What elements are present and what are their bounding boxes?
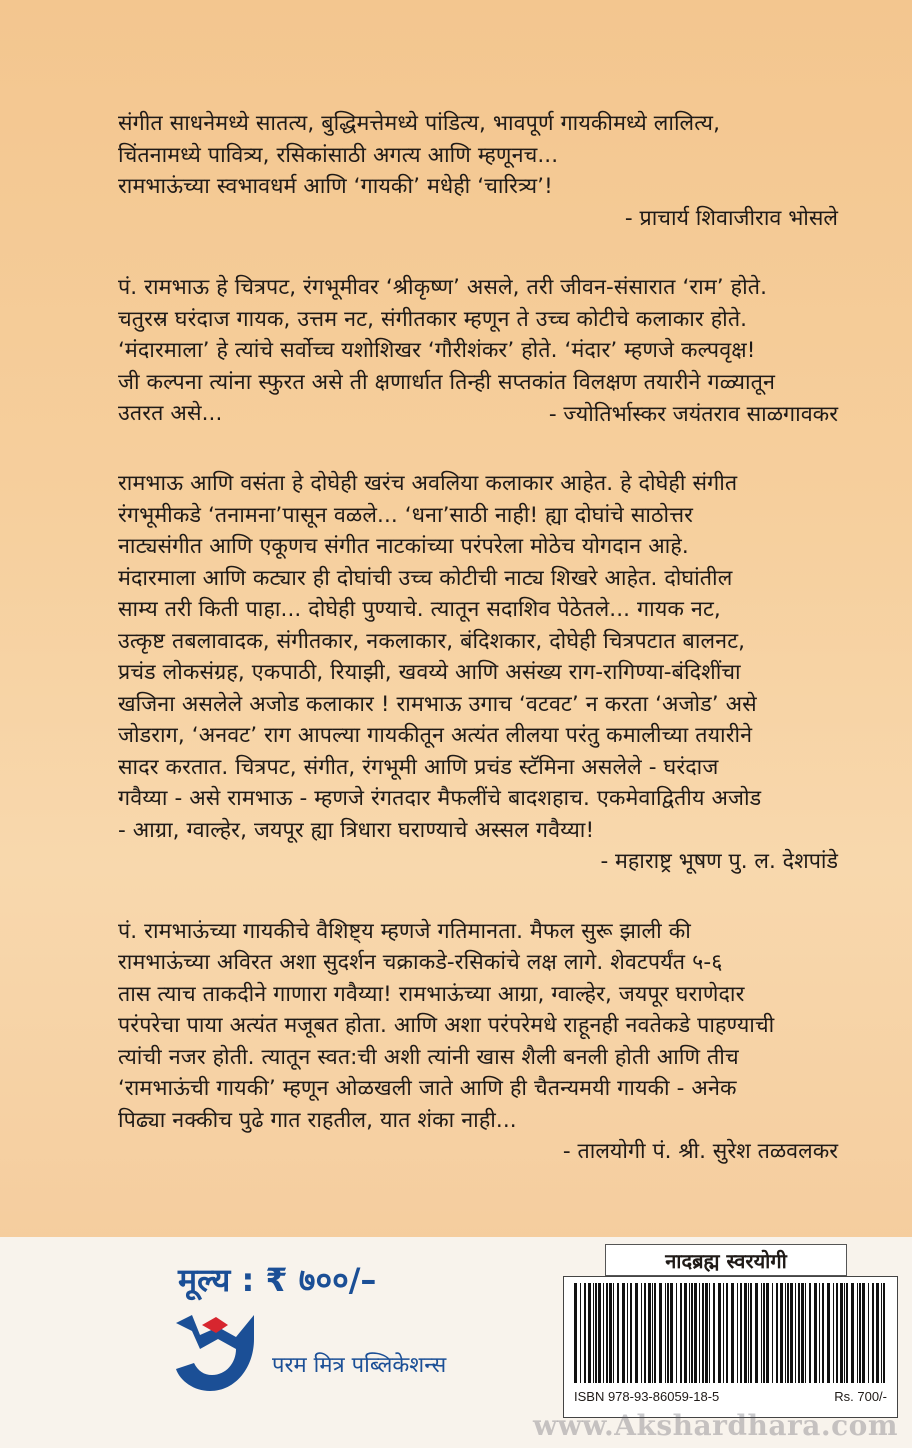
- barcode-bar: [684, 1283, 687, 1383]
- barcode-bar: [603, 1283, 604, 1383]
- barcode-bar: [836, 1283, 838, 1383]
- barcode-bar: [630, 1283, 632, 1383]
- barcode-bar: [659, 1283, 662, 1383]
- barcode-bar: [718, 1283, 721, 1383]
- barcode-bar: [635, 1283, 638, 1383]
- barcode-bar: [763, 1283, 765, 1383]
- barcode-bar: [667, 1283, 669, 1383]
- quote-text: पं. रामभाऊ हे चित्रपट, रंगभूमीवर ‘श्रीकृष्ण’ असले, तरी जीवन-संसारात ‘राम’ होते. चतुरस्र घरंदाज गायक, उत्तम नट, संगीतकार म्हणून ते उच्च कोटीचे कलाकार होते. ‘मंदारमाला’ हे त्यांचे सर्वोच्च यशोशिखर ‘गौरीशंकर’ होते. ‘मंदार’ म्हणजे कल्पवृक्ष! जी कल्पना त्यांना स्फुरत असे ती क्षणार्धात तिन्ही सप्तकांत विलक्षण तयारीने गळ्यातून उतरत असे...: [118, 275, 776, 426]
- quote-author: - प्राचार्य शिवाजीराव भोसले: [624, 205, 838, 231]
- barcode-bar: [876, 1283, 879, 1383]
- barcode-bar: [694, 1283, 697, 1383]
- barcode-bar: [872, 1283, 874, 1383]
- price-label: मूल्य : ₹ ७००/–: [178, 1261, 377, 1299]
- barcode-bar: [790, 1283, 793, 1383]
- barcode-bar: [595, 1283, 597, 1383]
- barcode-bar: [822, 1283, 824, 1383]
- barcode-bar: [785, 1283, 786, 1383]
- barcode-bar: [776, 1283, 778, 1383]
- barcode-bar: [772, 1283, 773, 1383]
- barcode-bar: [737, 1283, 738, 1383]
- barcode-bar: [726, 1283, 728, 1383]
- barcode-bar: [827, 1283, 830, 1383]
- barcode-bar: [859, 1283, 861, 1383]
- barcode-bar: [851, 1283, 854, 1383]
- barcode-bar: [691, 1283, 693, 1383]
- publisher-logo-icon: [170, 1305, 260, 1393]
- barcode-bar: [652, 1283, 653, 1383]
- quote-author: - तालयोगी पं. श्री. सुरेश तळवलकर: [562, 1139, 838, 1164]
- barcode-bar: [805, 1283, 806, 1383]
- barcode-bar: [598, 1283, 601, 1383]
- barcode-bar: [580, 1283, 581, 1383]
- barcode-bar: [868, 1283, 869, 1383]
- barcode-bar: [665, 1283, 666, 1383]
- barcode-bar: [881, 1283, 882, 1383]
- back-cover-text: [118, 108, 838, 1206]
- barcode-bar: [593, 1283, 594, 1383]
- barcode-bar: [702, 1283, 704, 1383]
- barcode-bar: [846, 1283, 848, 1383]
- barcode-bar: [680, 1283, 682, 1383]
- barcode-bar: [584, 1283, 586, 1383]
- barcode-bar: [574, 1283, 577, 1383]
- barcode-bar: [748, 1283, 749, 1383]
- barcode-bar: [676, 1283, 677, 1383]
- book-title-box: [605, 1244, 847, 1276]
- barcode-bar: [819, 1283, 820, 1383]
- barcode-bar: [713, 1283, 715, 1383]
- barcode-bar: [723, 1283, 724, 1383]
- barcode-bar: [705, 1283, 708, 1383]
- barcode-bar: [780, 1283, 783, 1383]
- barcode-bar: [750, 1283, 752, 1383]
- barcode-bar: [798, 1283, 800, 1383]
- watermark-text: www.Akshardhara.com: [533, 1409, 898, 1442]
- barcode-bar: [801, 1283, 804, 1383]
- isbn-price-text: Rs. 700/-: [834, 1389, 887, 1404]
- quote-block-2: [118, 272, 838, 430]
- quote-author: - ज्योतिर्भास्कर जयंतराव साळगावकर: [548, 401, 838, 427]
- barcode-bar: [617, 1283, 619, 1383]
- barcode-bar: [613, 1283, 614, 1383]
- barcode-bar: [644, 1283, 646, 1383]
- barcode-bar: [840, 1283, 843, 1383]
- barcode-bar: [654, 1283, 656, 1383]
- quote-block-4: [118, 916, 838, 1168]
- barcode-bar: [787, 1283, 789, 1383]
- barcode-bar: [844, 1283, 845, 1383]
- barcode-bar: [641, 1283, 642, 1383]
- barcode-bar: [862, 1283, 865, 1383]
- barcode-bar: [709, 1283, 710, 1383]
- barcode-bar: [809, 1283, 811, 1383]
- barcode-bar: [670, 1283, 673, 1383]
- barcode-bar: [744, 1283, 747, 1383]
- barcode-bar: [795, 1283, 796, 1383]
- barcode-bar: [648, 1283, 651, 1383]
- barcode-bar: [766, 1283, 769, 1383]
- barcode-bar: [814, 1283, 817, 1383]
- quote-block-3: [118, 468, 838, 878]
- barcode-bar: [609, 1283, 612, 1383]
- barcode-bar: [761, 1283, 762, 1383]
- publisher-name: परम मित्र पब्लिकेशन्स: [272, 1353, 447, 1378]
- barcode-bar: [627, 1283, 628, 1383]
- quote-text: पं. रामभाऊंच्या गायकीचे वैशिष्ट्य म्हणजे गतिमानता. मैफल सुरू झाली की रामभाऊंच्या अविरत अशा सुदर्शन चक्राकडे-रसिकांचे लक्ष लागे. शेवटपर्यंत ५-६ तास त्याच ताकदीने गाणारा गवैय्या! रामभाऊंच्या आग्रा, ग्वाल्हेर, जयपूर घराणेदार परंपरेचा पाया अत्यंत मजूबत होता. आणि अशा परंपरेमधे राहूनही नवतेकडे पाहण्याची त्यांची नजर होती. त्यातून स्वत:ची अशी त्यांनी खास शैली बनली होती आणि तीच ‘रामभाऊंची गायकी’ म्हणून ओळखली जाते आणि ही चैतन्यमयी गायकी - अनेक पिढ्या नक्कीच पुढे गात राहतील, यात शंका नाही...: [118, 918, 775, 1133]
- barcode-bar: [689, 1283, 690, 1383]
- barcode-panel: [563, 1276, 898, 1418]
- quote-text: रामभाऊ आणि वसंता हे दोघेही खरंच अवलिया कलाकार आहेत. हे दोघेही संगीत रंगभूमीकडे ‘तनामना’पासून वळले... ‘धना’साठी नाही! ह्या दोघांचे साठोत्तर नाट्यसंगीत आणि एकूणच संगीत नाटकांच्या परंपरेला मोठेच योगदान आहे. मंदारमाला आणि कट्यार ही दोघांची उच्च कोटीची नाट्य शिखरे आहेत. दोघांतील साम्य तरी किती पाहा... दोघेही पुण्याचे. त्यातून सदाशिव पेठेतले... गायक नट, उत्कृष्ट तबलावादक, संगीतकार, नकलाकार, बंदिशकार, दोघेही चित्रपटात बालनट, प्रचंड लोकसंग्रह, एकपाठी, रियाझी, खवय्ये आणि असंख्य राग-रागिण्या-बंदिशींचा खजिना असलेले अजोड कलाकार ! रामभाऊ उगाच ‘वटवट’ न करता ‘अजोड’ असे जोडराग, ‘अनवट’ राग आपल्या गायकीतून अत्यंत लीलया परंतु कमालीच्या तयारीने सादर करतात. चित्रपट, संगीत, रंगभूमी आणि प्रचंड स्टॅमिना असलेले - घरंदाज गवैय्या - असे रामभाऊ - म्हणजे रंगतदार मैफलींचे बादशहाच. एकमेवाद्वितीय अजोड - आग्रा, ग्वाल्हेर, जयपूर ह्या त्रिधारा घराण्याचे अस्सल गवैय्या!: [118, 471, 762, 843]
- isbn-text: ISBN 978-93-86059-18-5: [574, 1389, 720, 1404]
- barcode-bar: [883, 1283, 885, 1383]
- quote-author: - महाराष्ट्र भूषण पु. ल. देशपांडे: [600, 849, 838, 874]
- quote-block-1: [118, 108, 838, 234]
- barcode-bar: [857, 1283, 858, 1383]
- barcode-bar: [833, 1283, 834, 1383]
- barcode-bar: [606, 1283, 608, 1383]
- barcode-icon: [572, 1283, 887, 1383]
- barcode-bar: [740, 1283, 742, 1383]
- book-title: नादब्रह्म स्वरयोगी: [665, 1248, 787, 1273]
- barcode-bar: [731, 1283, 734, 1383]
- quote-text: संगीत साधनेमध्ये सातत्य, बुद्धिमत्तेमध्ये पांडित्य, भावपूर्ण गायकीमध्ये लालित्य, चिंतनामध्ये पावित्र्य, रसिकांसाठी अगत्य आणि म्हणूनच... रामभाऊंच्या स्वभावधर्म आणि ‘गायकी’ मधेही ‘चारित्र्य’!: [118, 111, 721, 199]
- barcode-bar: [699, 1283, 700, 1383]
- barcode-bar: [588, 1283, 591, 1383]
- barcode-bar: [755, 1283, 758, 1383]
- barcode-bar: [622, 1283, 625, 1383]
